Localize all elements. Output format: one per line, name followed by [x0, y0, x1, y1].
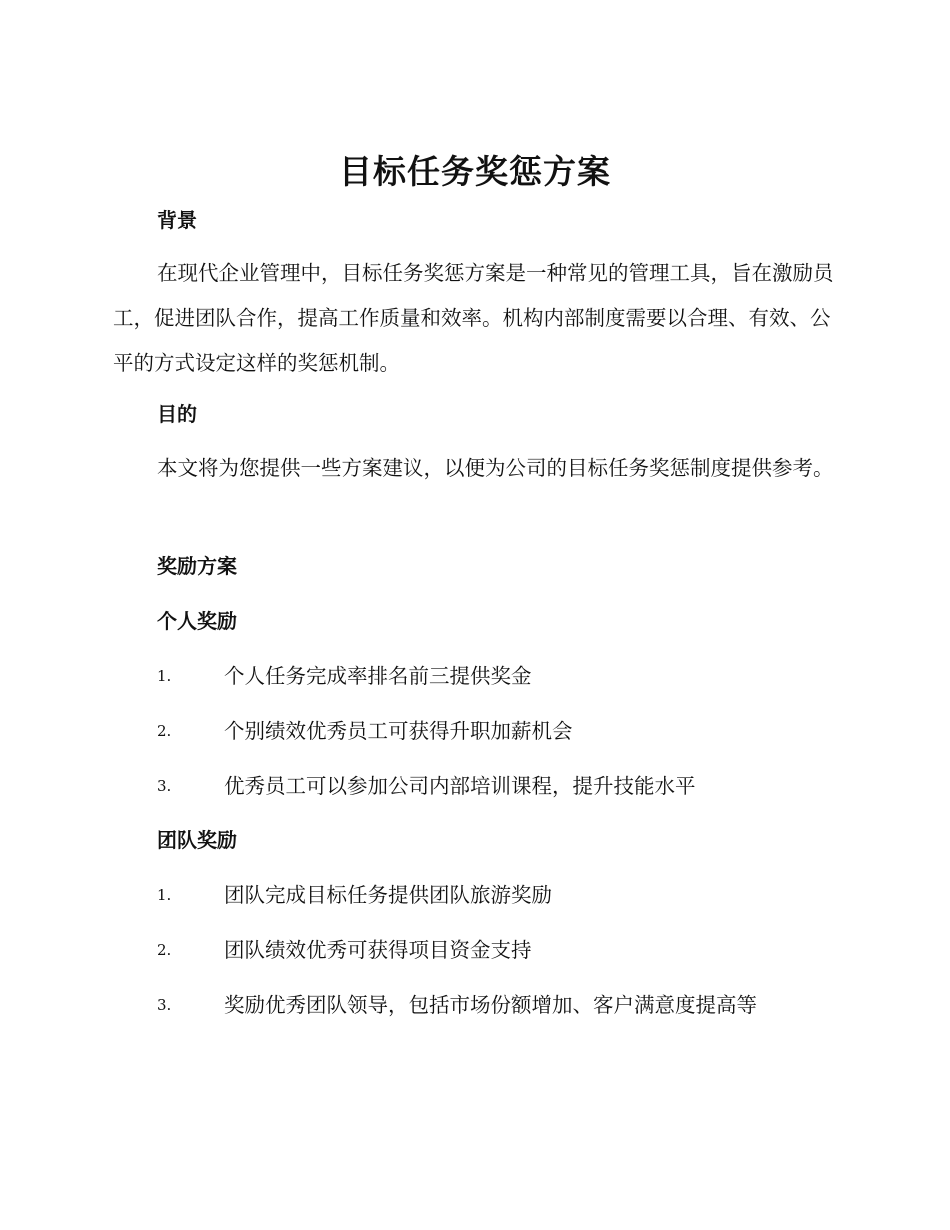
list-item-text: 团队完成目标任务提供团队旅游奖励 — [224, 883, 552, 907]
list-item-text: 团队绩效优秀可获得项目资金支持 — [224, 938, 532, 962]
list-item — [157, 716, 857, 746]
list-item-text: 个人任务完成率排名前三提供奖金 — [224, 664, 532, 688]
heading-background: 背景 — [157, 208, 197, 232]
paragraph-background: 在现代企业管理中，目标任务奖惩方案是一种常见的管理工具，旨在激励员工，促进团队合作，提高工作质量和效率。机构内部制度需要以合理、有效、公平的方式设定这样的奖惩机制。 — [113, 261, 834, 375]
list-item-number: 2. — [157, 941, 172, 959]
paragraph-purpose: 本文将为您提供一些方案建议，以便为公司的目标任务奖惩制度提供参考。 — [157, 456, 834, 480]
list-item-number: 1. — [157, 667, 172, 685]
document-title: 目标任务奖惩方案 — [339, 152, 611, 191]
heading-team-reward: 团队奖励 — [157, 828, 237, 852]
list-item — [157, 771, 857, 801]
list-item — [157, 990, 857, 1020]
list-item — [157, 661, 857, 691]
list-item — [157, 880, 857, 910]
list-item-text: 个别绩效优秀员工可获得升职加薪机会 — [224, 719, 573, 743]
list-item-text: 优秀员工可以参加公司内部培训课程，提升技能水平 — [224, 774, 696, 798]
list-item-number: 1. — [157, 886, 172, 904]
heading-purpose: 目的 — [157, 402, 197, 426]
list-item-text: 奖励优秀团队领导，包括市场份额增加、客户满意度提高等 — [224, 993, 757, 1017]
list-item-number: 2. — [157, 722, 172, 740]
list-item-number: 3. — [157, 996, 172, 1014]
list-item-number: 3. — [157, 777, 172, 795]
list-item — [157, 935, 857, 965]
heading-reward-plan: 奖励方案 — [157, 554, 237, 578]
heading-individual-reward: 个人奖励 — [157, 609, 237, 633]
